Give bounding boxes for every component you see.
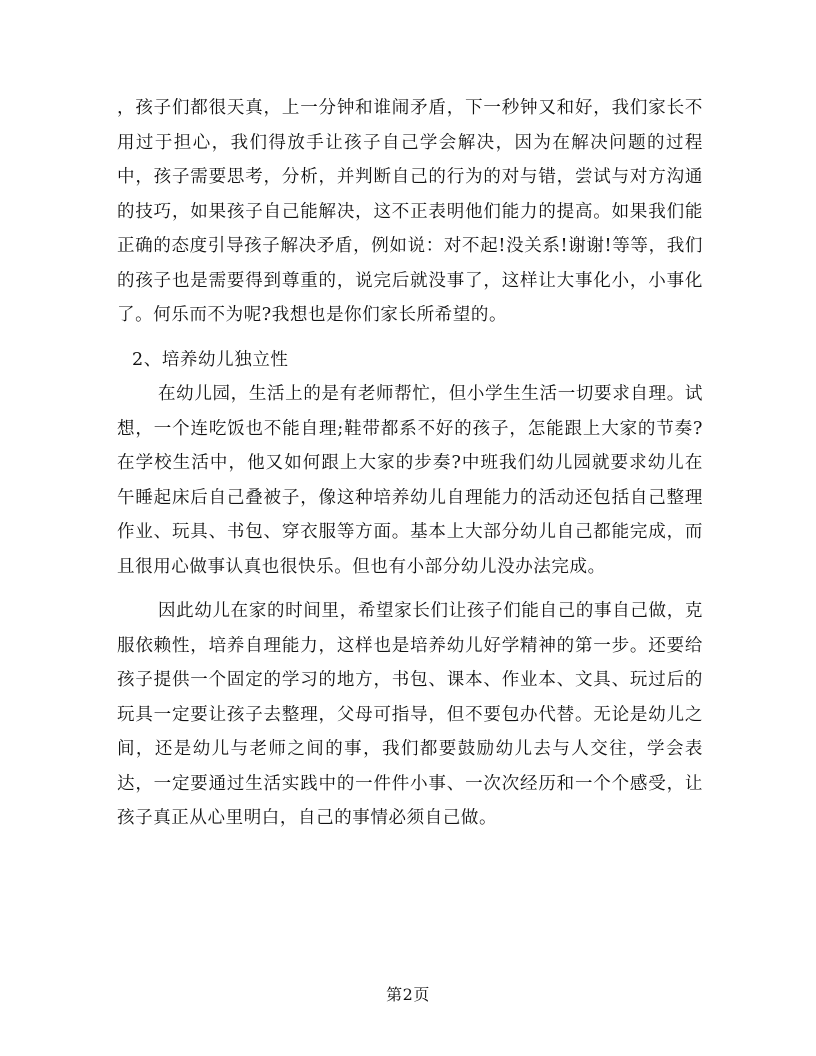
- page-number: 第2页: [386, 985, 430, 1004]
- body-paragraph-continued: ，孩子们都很天真，上一分钟和谁闹矛盾，下一秒钟又和好，我们家长不用过于担心，我们得放手让孩子自己学会解决，因为在解决问题的过程中，孩子需要思考，分析，并判断自己的行为的对与错，尝试与对方沟通的技巧，如果孩子自己能解决，这不正表明他们能力的提高。如果我们能正确的态度引导孩子解决矛盾，例如说：对不起!没关系!谢谢!等等，我们的孩子也是需要得到尊重的，说完后就没事了，这样让大事化小，小事化了。何乐而不为呢?我想也是你们家长所希望的。: [117, 98, 703, 325]
- body-paragraph: 因此幼儿在家的时间里，希望家长们让孩子们能自己的事自己做，克服依赖性，培养自理能力，这样也是培养幼儿好学精神的第一步。还要给孩子提供一个固定的学习的地方，书包、课本、作业本、文具、玩过后的玩具一定要让孩子去整理，父母可指导，但不要包办代替。无论是幼儿之间，还是幼儿与老师之间的事，我们都要鼓励幼儿去与人交往，学会表达，一定要通过生活实践中的一件件小事、一次次经历和一个个感受，让孩子真正从心里明白，自己的事情必须自己做。: [117, 601, 703, 828]
- body-paragraph: 在幼儿园，生活上的是有老师帮忙，但小学生生活一切要求自理。试想，一个连吃饭也不能自理;鞋带都系不好的孩子，怎能跟上大家的节奏?在学校生活中，他又如何跟上大家的步奏?中班我们幼儿园就要求幼儿在午睡起床后自己叠被子，像这种培养幼儿自理能力的活动还包括自己整理作业、玩具、书包、穿衣服等方面。基本上大部分幼儿自己都能完成，而且很用心做事认真也很快乐。但也有小部分幼儿没办法完成。: [117, 384, 703, 577]
- section-heading: 2、培养幼儿独立性: [132, 349, 289, 370]
- document-body: [117, 91, 703, 836]
